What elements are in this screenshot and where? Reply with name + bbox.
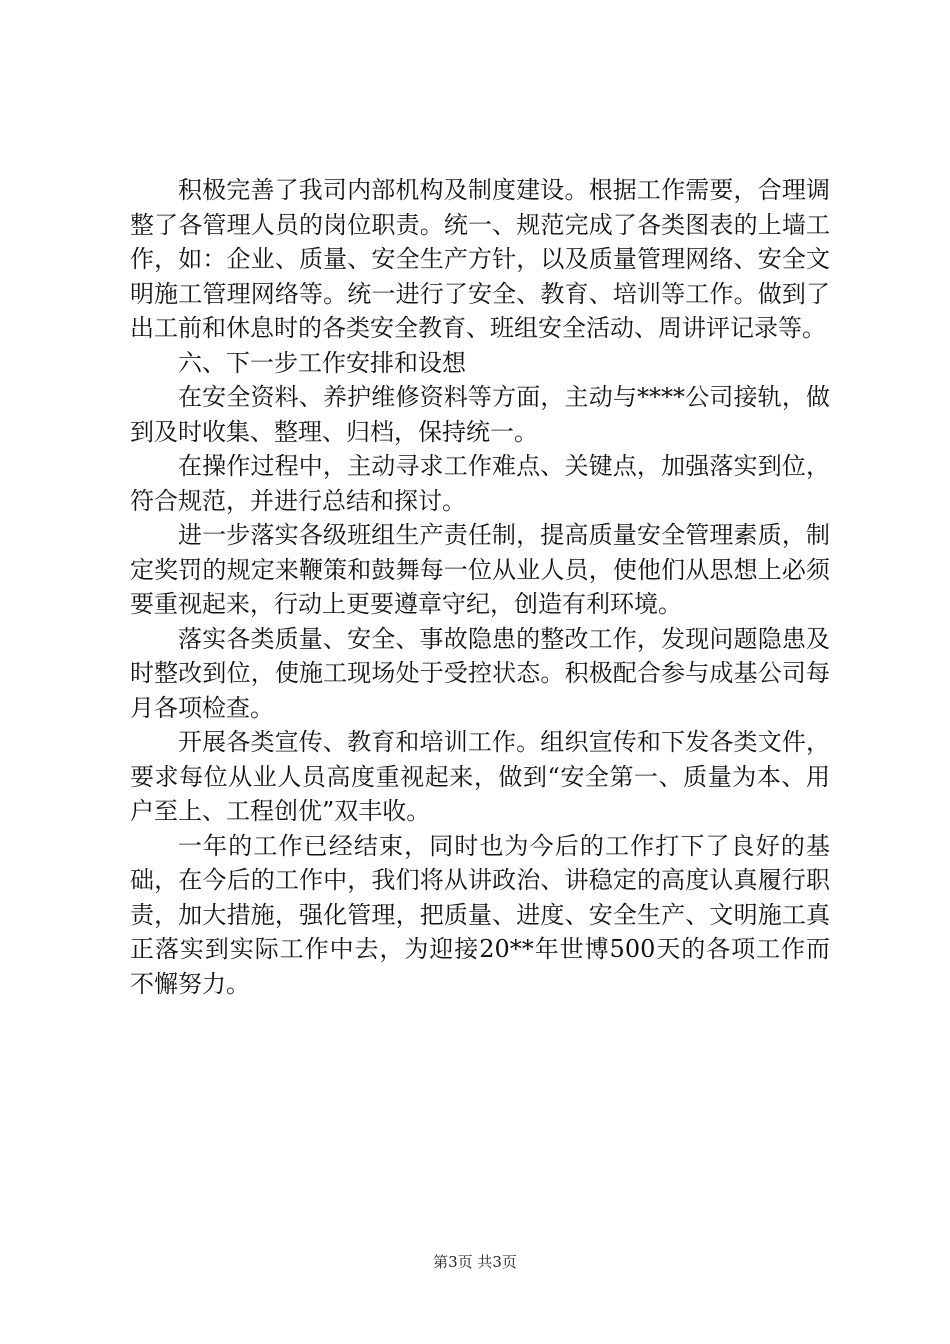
page-number-indicator: 第3页 共3页 [433, 1253, 517, 1271]
section-heading-next-steps: 六、下一步工作安排和设想 [178, 348, 466, 377]
paragraph-training-publicity: 开展各类宣传、教育和培训工作。组织宣传和下发各类文件，要求每位从业人员高度重视起来，做到“安全第一、质量为本、用户至上、工程创优”双丰收。 [130, 728, 830, 825]
paragraph-conclusion: 一年的工作已经结束，同时也为今后的工作打下了良好的基础，在今后的工作中，我们将从讲政治、讲稳定的高度认真履行职责，加大措施，强化管理，把质量、进度、安全生产、文明施工真正落实到实际工作中去，为迎接20**年世博500天的各项工作而不懈努力。 [130, 831, 830, 998]
paragraph-safety-documents: 在安全资料、养护维修资料等方面，主动与****公司接轨，做到及时收集、整理、归档，保持统一。 [130, 383, 830, 446]
page-footer [0, 1252, 950, 1272]
paragraph-hazard-rectification: 落实各类质量、安全、事故隐患的整改工作，发现问题隐患及时整改到位，使施工现场处于受控状态。积极配合参与成基公司每月各项检查。 [130, 624, 830, 722]
paragraph-operation-process: 在操作过程中，主动寻求工作难点、关键点，加强落实到位，符合规范，并进行总结和探讨。 [130, 452, 830, 515]
paragraph-org-structure: 积极完善了我司内部机构及制度建设。根据工作需要，合理调整了各管理人员的岗位职责。统一、规范完成了各类图表的上墙工作，如：企业、质量、安全生产方针，以及质量管理网络、安全文明施工管理网络等。统一进行了安全、教育、培训等工作。做到了出工前和休息时的各类安全教育、班组安全活动、周讲评记录等。 [130, 176, 830, 342]
paragraph-responsibility-system: 进一步落实各级班组生产责任制，提高质量安全管理素质，制定奖罚的规定来鞭策和鼓舞每一位从业人员，使他们从思想上必须要重视起来，行动上更要遵章守纪，创造有利环境。 [130, 521, 830, 618]
document-body [130, 173, 830, 1001]
